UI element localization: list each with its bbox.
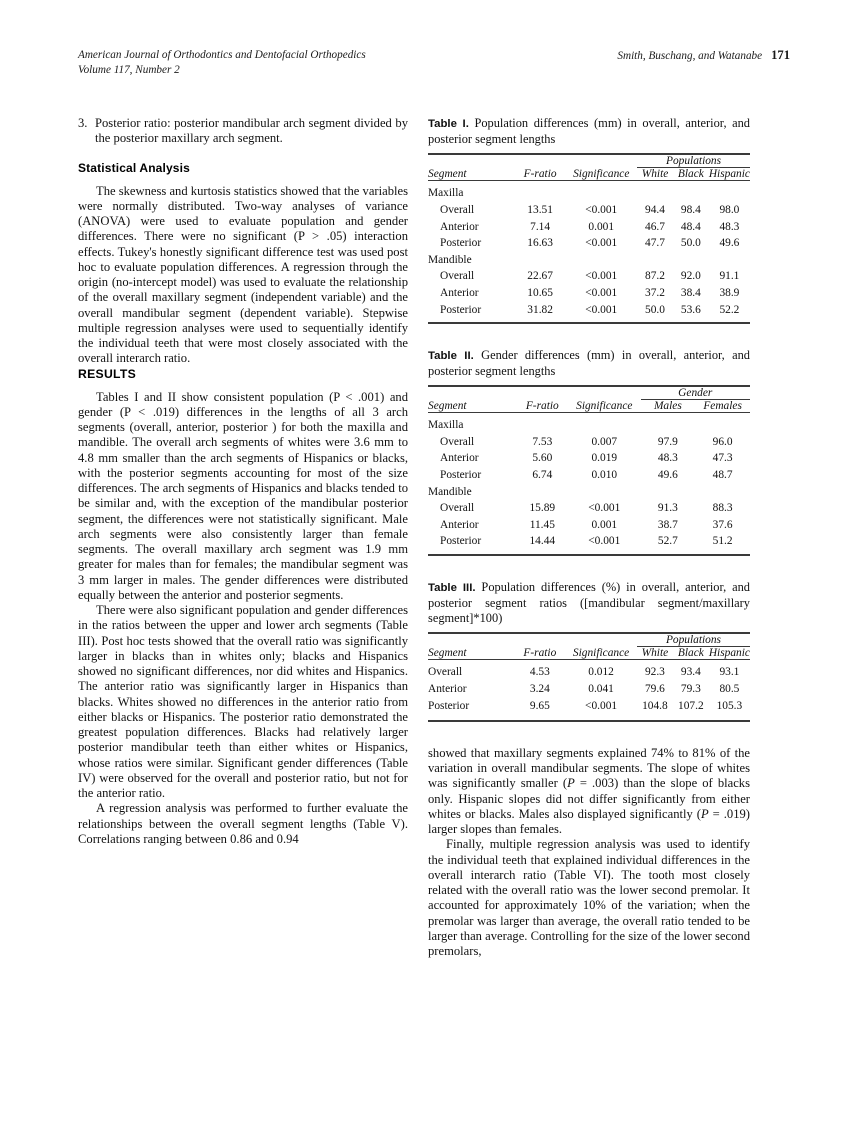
- empty-cell: [515, 155, 566, 168]
- cell-black: 98.4: [680, 204, 701, 216]
- cell-hispanic: 49.6: [719, 237, 740, 250]
- row-label: Mandible: [428, 485, 472, 498]
- cell-fratio: 7.53: [532, 435, 553, 448]
- table-row: [428, 660, 750, 680]
- cell-white: 94.4: [645, 204, 665, 216]
- table-column-header-row-2: [428, 400, 750, 413]
- table-row: [428, 301, 750, 318]
- cell-significance: [568, 413, 640, 433]
- row-label: Anterior: [440, 518, 479, 531]
- group-header-gender-2: Gender: [641, 387, 751, 400]
- empty-cell: [428, 634, 515, 647]
- cell-fratio: [515, 181, 566, 201]
- row-label: Maxilla: [428, 187, 464, 200]
- cell-males: 49.6: [657, 469, 678, 482]
- page-number: 171: [771, 48, 790, 62]
- cell-fratio: 9.65: [529, 699, 550, 712]
- table-row: [428, 697, 750, 714]
- table-3: [428, 634, 750, 713]
- column-header-hispanic-3: Hispanic: [708, 647, 750, 660]
- cell-black: [673, 181, 709, 201]
- column-header-white-3: White: [641, 647, 669, 660]
- row-label: Anterior: [428, 682, 467, 695]
- table-row: [428, 434, 750, 451]
- paragraph-results-3: A regression analysis was performed to further evaluate the relationships between the overall segment lengths (Table V). Correlations ranging between 0.86 and 0.94: [78, 801, 408, 846]
- running-head-journal-block: [78, 48, 366, 78]
- cell-males: 52.7: [657, 535, 678, 548]
- cell-fratio: 11.45: [529, 518, 555, 531]
- cell-females: 51.2: [712, 535, 733, 548]
- row-label: Overall: [428, 666, 463, 679]
- cell-fratio: 5.60: [532, 452, 553, 465]
- cell-significance: 0.001: [588, 220, 615, 233]
- cell-fratio: 31.82: [527, 303, 553, 316]
- cell-significance: <0.001: [585, 303, 618, 316]
- table-row: [428, 533, 750, 550]
- cell-males: 38.7: [657, 518, 678, 531]
- cell-males: 48.3: [657, 452, 678, 465]
- cell-hispanic: 80.5: [719, 682, 740, 695]
- cell-significance: 0.010: [591, 469, 618, 482]
- cell-significance: <0.001: [588, 535, 621, 548]
- cell-hispanic: 105.3: [716, 699, 743, 712]
- volume-issue: Volume 117, Number 2: [78, 64, 180, 76]
- cell-fratio: 15.89: [529, 502, 556, 515]
- paragraph-statistical-analysis: The skewness and kurtosis statistics showed that the variables were normally distributed. Two-way analyses of variance (ANOVA) were used to evaluate population and gender differences. There were no significant (P > .05) interaction effects. Tukey's honestly significant difference test was used post hoc to evaluate population differences. A regression through the origin (no-intercept model) was used to evaluate the relationship of the overall maxillary segment (independent variable) and the overall mandibular segment (dependent variable). Stepwise multiple regression analyses were used to sequentially identify the individual teeth that were most closely associated with the overall interarch ratio.: [78, 183, 408, 366]
- column-header-black-3: Black: [677, 647, 704, 660]
- column-header-fratio-2: F-ratio: [525, 400, 559, 413]
- cell-significance: 0.001: [591, 518, 618, 531]
- row-label: Posterior: [428, 699, 470, 712]
- cell-white: 104.8: [642, 699, 668, 712]
- table-row: [428, 500, 750, 517]
- row-label: Anterior: [440, 452, 479, 465]
- row-label: Posterior: [440, 535, 482, 548]
- table-row: [428, 681, 750, 698]
- cell-black: 48.4: [680, 220, 701, 233]
- column-header-fratio-1: F-ratio: [523, 168, 557, 181]
- table-caption-text-1: Population differences (mm) in overall, anterior, and posterior segment lengths: [428, 116, 750, 147]
- table-row: [428, 467, 750, 484]
- cell-black: 53.6: [680, 303, 701, 316]
- list-item: [78, 116, 408, 147]
- cell-hispanic: 91.1: [719, 270, 740, 283]
- cell-females: 47.3: [712, 452, 733, 465]
- cell-fratio: 7.14: [530, 220, 551, 233]
- empty-cell: [428, 155, 515, 168]
- table-label-2: Table II.: [428, 349, 474, 362]
- cell-significance: <0.001: [585, 237, 618, 250]
- cell-fratio: [515, 251, 566, 268]
- column-header-significance-2: Significance: [576, 400, 633, 413]
- running-head-authors-block: [617, 48, 790, 64]
- table-block-2: [428, 348, 750, 556]
- table-label-1: Table I.: [428, 118, 469, 130]
- paragraph-continued-2: Finally, multiple regression analysis was used to identify the individual teeth that explained individual differences in the overall interarch ratio (Table VI). The tooth most closely related with the overall ratio was the lower second premolar. It accounted for approximately 10% of the variation; when the premolar was larger than average, the overall ratio tended to be larger than average. Controlling for the size of the lower second premolars,: [428, 837, 750, 959]
- cell-hispanic: 38.9: [719, 286, 740, 299]
- cell-females: [695, 483, 750, 500]
- row-label: Posterior: [440, 469, 482, 482]
- cell-significance: 0.007: [591, 435, 618, 448]
- cell-hispanic: [709, 181, 750, 201]
- column-header-males-2: Males: [653, 400, 682, 413]
- row-label: Posterior: [440, 303, 482, 316]
- heading-statistical-analysis: Statistical Analysis: [78, 160, 190, 175]
- table-block-1: [428, 116, 750, 324]
- running-head: [78, 48, 790, 78]
- empty-cell: [568, 387, 640, 400]
- cell-white: 87.2: [645, 270, 665, 283]
- column-header-females-2: Females: [703, 400, 742, 413]
- right-column: [428, 116, 750, 959]
- cell-females: 96.0: [712, 435, 733, 448]
- row-label: Mandible: [428, 253, 472, 266]
- cell-fratio: 6.74: [532, 469, 553, 482]
- cell-females: [695, 413, 750, 433]
- table-group-header-row-3: [428, 634, 750, 647]
- table-bottom-rule-1: [428, 322, 750, 324]
- cell-males: [641, 413, 696, 433]
- table-row: [428, 517, 750, 534]
- table-1: [428, 155, 750, 317]
- list-item-text: Posterior ratio: posterior mandibular arch segment divided by the posterior maxillary arch segment.: [95, 116, 408, 146]
- table-row: [428, 251, 750, 268]
- cell-hispanic: 93.1: [719, 666, 740, 679]
- empty-cell: [428, 387, 517, 400]
- row-label: Maxilla: [428, 419, 464, 432]
- column-header-segment-2: Segment: [428, 400, 467, 413]
- table-caption-text-2: Gender differences (mm) in overall, anterior, and posterior segment lengths: [428, 347, 750, 379]
- table-row: [428, 235, 750, 252]
- table-group-header-row-2: [428, 387, 750, 400]
- cell-significance: [568, 483, 640, 500]
- row-label: Posterior: [440, 237, 482, 250]
- cell-black: 93.4: [680, 666, 701, 679]
- author-names: Smith, Buschang, and Watanabe: [617, 50, 763, 62]
- column-header-segment-3: Segment: [428, 647, 467, 660]
- cell-black: 79.3: [680, 682, 701, 695]
- table-row: [428, 181, 750, 201]
- empty-cell: [565, 634, 637, 647]
- table-column-header-row-1: [428, 168, 750, 181]
- cell-white: 37.2: [645, 286, 665, 299]
- table-2: [428, 387, 750, 549]
- table-caption-3: [428, 580, 750, 627]
- cell-females: 37.6: [712, 518, 733, 531]
- column-header-significance-1: Significance: [573, 168, 630, 181]
- column-header-hispanic-1: Hispanic: [708, 168, 750, 181]
- paragraph-continued-1: showed that maxillary segments explained 74% to 81% of the variation in overall mandibular segments. The slope of whites was significantly smaller (P = .003) than the slope of blacks only. Hispanic slopes did not differ significantly from either whites or blacks. Males also displayed significantly (P = .019) larger slopes than females.: [428, 745, 750, 837]
- cell-white: 46.7: [645, 220, 665, 233]
- group-header-populations-3: Populations: [637, 634, 750, 647]
- table-group-header-row-1: [428, 155, 750, 168]
- cell-fratio: 14.44: [529, 535, 556, 548]
- cell-black: 107.2: [678, 699, 704, 712]
- cell-black: [673, 251, 709, 268]
- table-row: [428, 285, 750, 302]
- list-item-number: 3.: [78, 116, 88, 130]
- paragraph-results-2: There were also significant population and gender differences in the ratios between the upper and lower arch segments (Table III). Post hoc tests showed that the overall ratio was significantly larger in blacks than in whites only; blacks and Hispanics showed no significant differences, nor did whites and Hispanics. The anterior ratio was significantly larger in Hispanics than blacks. Whites showed no differences in the anterior ratio from either blacks or Hispanics. The posterior ratio demonstrated the greatest population differences. Blacks had relatively larger posterior mandibular teeth than either whites or Hispanics, whose ratios were similar. Significant gender differences (Table IV) were observed for the overall and posterior ratio, but not for the anterior ratio.: [78, 603, 408, 800]
- column-header-significance-3: Significance: [572, 647, 630, 660]
- empty-cell: [515, 634, 566, 647]
- heading-results: RESULTS: [78, 366, 137, 381]
- cell-males: [641, 483, 696, 500]
- cell-significance: 0.041: [588, 682, 614, 695]
- cell-significance: 0.019: [591, 452, 618, 465]
- paragraph-results-1: Tables I and II show consistent population (P < .001) and gender (P < .019) differences in the lengths of all 3 arch segments (overall, anterior, posterior ) for both the maxilla and mandible. The overall arch segments of whites were 3.6 mm to 4.8 mm smaller than the arch segments of Hispanics or blacks, with the posterior segments accounting for most of the size differences. The arch segments of Hispanics and blacks tended to be similar and, with the exception of the mandibular posterior segment, the differences were not statistically significant. Male arch segments were also consistently larger than female segments. The overall maxillary arch segment was 1.9 mm greater for males than for females; the mandibular segment was 3 mm larger in males. The gender differences were distributed equally between the anterior and posterior segments.: [78, 389, 408, 602]
- cell-significance: <0.001: [588, 502, 621, 515]
- empty-cell: [517, 387, 569, 400]
- cell-fratio: 10.65: [527, 286, 553, 299]
- row-label: Overall: [440, 435, 475, 448]
- group-header-populations-1: Populations: [637, 155, 750, 168]
- cell-males: 91.3: [657, 502, 678, 515]
- table-bottom-rule-3: [428, 720, 750, 722]
- table-row: [428, 483, 750, 500]
- journal-title: American Journal of Orthodontics and Dentofacial Orthopedics: [78, 49, 366, 61]
- cell-males: 97.9: [657, 435, 678, 448]
- cell-white: [637, 181, 673, 201]
- cell-white: 47.7: [645, 237, 665, 250]
- cell-fratio: 3.24: [529, 682, 550, 695]
- cell-fratio: 13.51: [527, 204, 553, 216]
- table-caption-2: [428, 348, 750, 379]
- cell-fratio: [517, 483, 569, 500]
- cell-white: 79.6: [644, 682, 665, 695]
- cell-black: 92.0: [680, 270, 701, 283]
- cell-fratio: 16.63: [527, 237, 553, 250]
- cell-black: 38.4: [680, 286, 701, 299]
- left-column: [78, 116, 408, 847]
- cell-white: [637, 251, 673, 268]
- row-label: Anterior: [440, 286, 479, 299]
- empty-cell: [565, 155, 637, 168]
- row-label: Overall: [440, 502, 475, 515]
- table-block-3: [428, 580, 750, 722]
- row-label: Overall: [440, 204, 475, 216]
- table-row: [428, 268, 750, 285]
- table-column-header-row-3: [428, 647, 750, 660]
- cell-significance: 0.012: [588, 666, 614, 679]
- cell-significance: [565, 251, 637, 268]
- table-row: [428, 450, 750, 467]
- row-label: Anterior: [440, 220, 479, 233]
- table-caption-1: [428, 116, 750, 147]
- cell-hispanic: 52.2: [719, 303, 740, 316]
- column-header-segment-1: Segment: [428, 168, 467, 181]
- cell-significance: <0.001: [585, 699, 618, 712]
- cell-white: 92.3: [644, 666, 665, 679]
- column-header-fratio-3: F-ratio: [523, 647, 557, 660]
- cell-black: 50.0: [680, 237, 701, 250]
- cell-hispanic: [709, 251, 750, 268]
- cell-significance: [565, 181, 637, 201]
- table-row: [428, 202, 750, 219]
- column-header-white-1: White: [641, 168, 669, 181]
- table-caption-text-3: Population differences (%) in overall, anterior, and posterior segment ratios ([mandibular segment/maxillary segment]*100): [428, 579, 750, 626]
- cell-significance: <0.001: [585, 286, 618, 299]
- cell-hispanic: 98.0: [719, 204, 740, 216]
- cell-fratio: [517, 413, 569, 433]
- cell-fratio: 22.67: [527, 270, 553, 283]
- table-row: [428, 413, 750, 433]
- cell-white: 50.0: [645, 303, 665, 316]
- cell-fratio: 4.53: [529, 666, 550, 679]
- table-bottom-rule-2: [428, 554, 750, 556]
- table-label-3: Table III.: [428, 581, 476, 594]
- cell-females: 88.3: [712, 502, 733, 515]
- cell-hispanic: 48.3: [719, 220, 740, 233]
- table-row: [428, 218, 750, 235]
- cell-significance: <0.001: [585, 270, 618, 283]
- cell-significance: <0.001: [585, 204, 618, 216]
- row-label: Overall: [440, 270, 475, 283]
- cell-females: 48.7: [712, 469, 733, 482]
- column-header-black-1: Black: [677, 168, 704, 181]
